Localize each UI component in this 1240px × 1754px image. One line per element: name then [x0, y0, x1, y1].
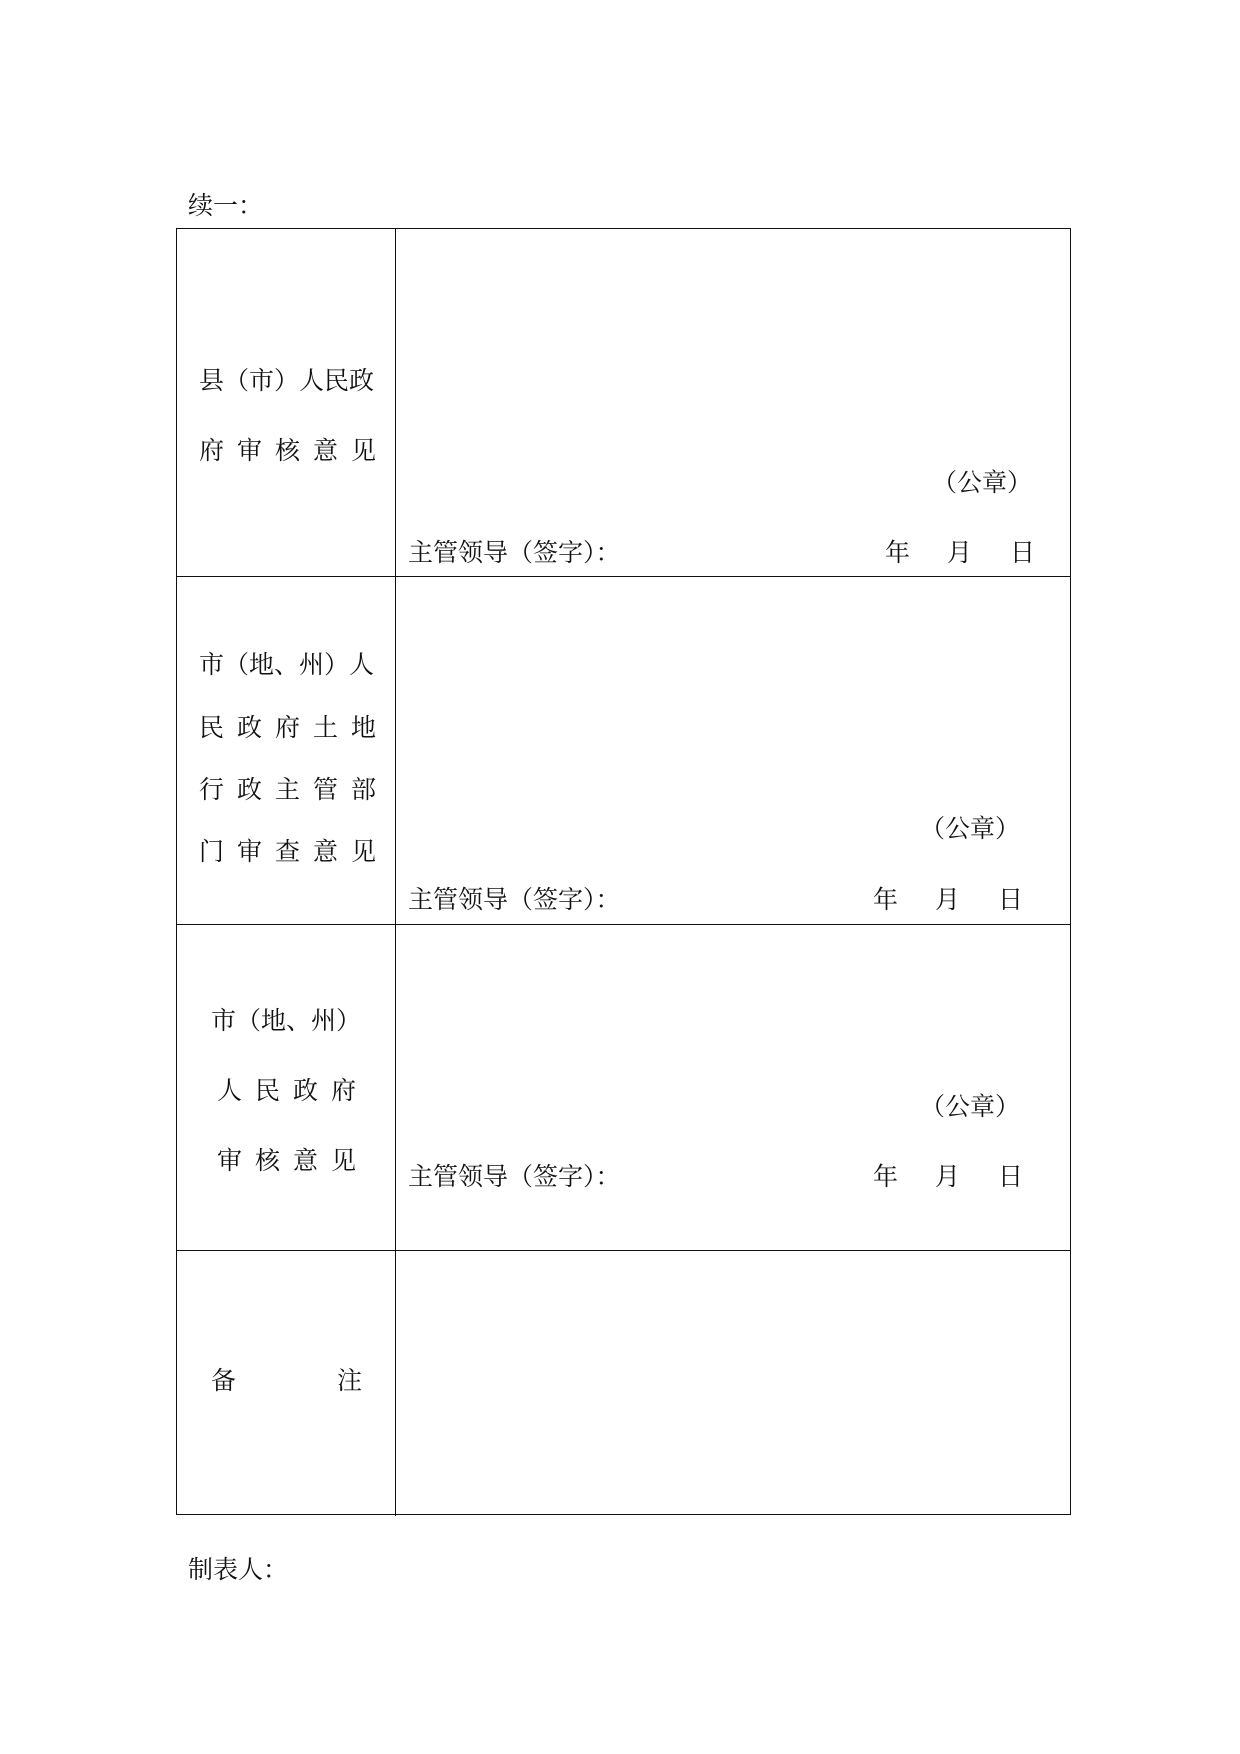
remarks-label-char: 备 [211, 1366, 237, 1395]
county-government-review-label [177, 229, 396, 576]
date-day-label: 日 [1010, 538, 1036, 567]
remarks-label [177, 1251, 396, 1516]
date-month-label: 月 [947, 538, 973, 567]
date-day-label: 日 [998, 885, 1024, 914]
remarks-label-text [177, 1363, 396, 1399]
label-line: 民政府土地 [199, 713, 390, 742]
county-government-review-row [177, 229, 1070, 576]
label-line: 县（市）人民政 [199, 366, 375, 395]
leader-signature-label: 主管领导（签字）： [408, 1162, 621, 1191]
label-line: 门审查意见 [199, 837, 390, 866]
label-line: 人民政府 [217, 1076, 370, 1105]
label-line: 市（地、州） [211, 1006, 362, 1035]
preparer-label: 制表人： [188, 1555, 289, 1584]
land-department-review-row [177, 576, 1070, 924]
label-line: 市（地、州）人 [199, 650, 375, 679]
leader-signature-label: 主管领导（签字）： [408, 538, 621, 567]
land-department-review-label [177, 577, 396, 924]
city-government-review-label [177, 925, 396, 1250]
county-government-review-opinion[interactable] [396, 229, 1070, 576]
date-month-label: 月 [935, 1162, 961, 1191]
remarks-content[interactable] [396, 1251, 1070, 1516]
date-month-label: 月 [935, 885, 961, 914]
official-seal-text: （公章） [920, 814, 1021, 843]
official-seal-text: （公章） [920, 1092, 1021, 1121]
date-year-label: 年 [885, 538, 911, 567]
remarks-row [177, 1250, 1070, 1516]
date-year-label: 年 [873, 885, 899, 914]
continuation-label: 续一： [188, 191, 264, 220]
land-department-review-opinion[interactable] [396, 577, 1070, 924]
approval-form-table [176, 228, 1071, 1515]
remarks-label-spread [211, 1363, 362, 1399]
date-day-label: 日 [998, 1162, 1024, 1191]
leader-signature-label: 主管领导（签字）： [408, 885, 621, 914]
label-line: 行政主管部 [199, 775, 390, 804]
label-line: 府审核意见 [199, 436, 390, 465]
city-government-review-opinion[interactable] [396, 925, 1070, 1250]
remarks-label-char: 注 [336, 1366, 362, 1395]
label-line: 审核意见 [217, 1146, 370, 1175]
date-year-label: 年 [873, 1162, 899, 1191]
city-government-review-row [177, 924, 1070, 1250]
official-seal-text: （公章） [932, 468, 1033, 497]
